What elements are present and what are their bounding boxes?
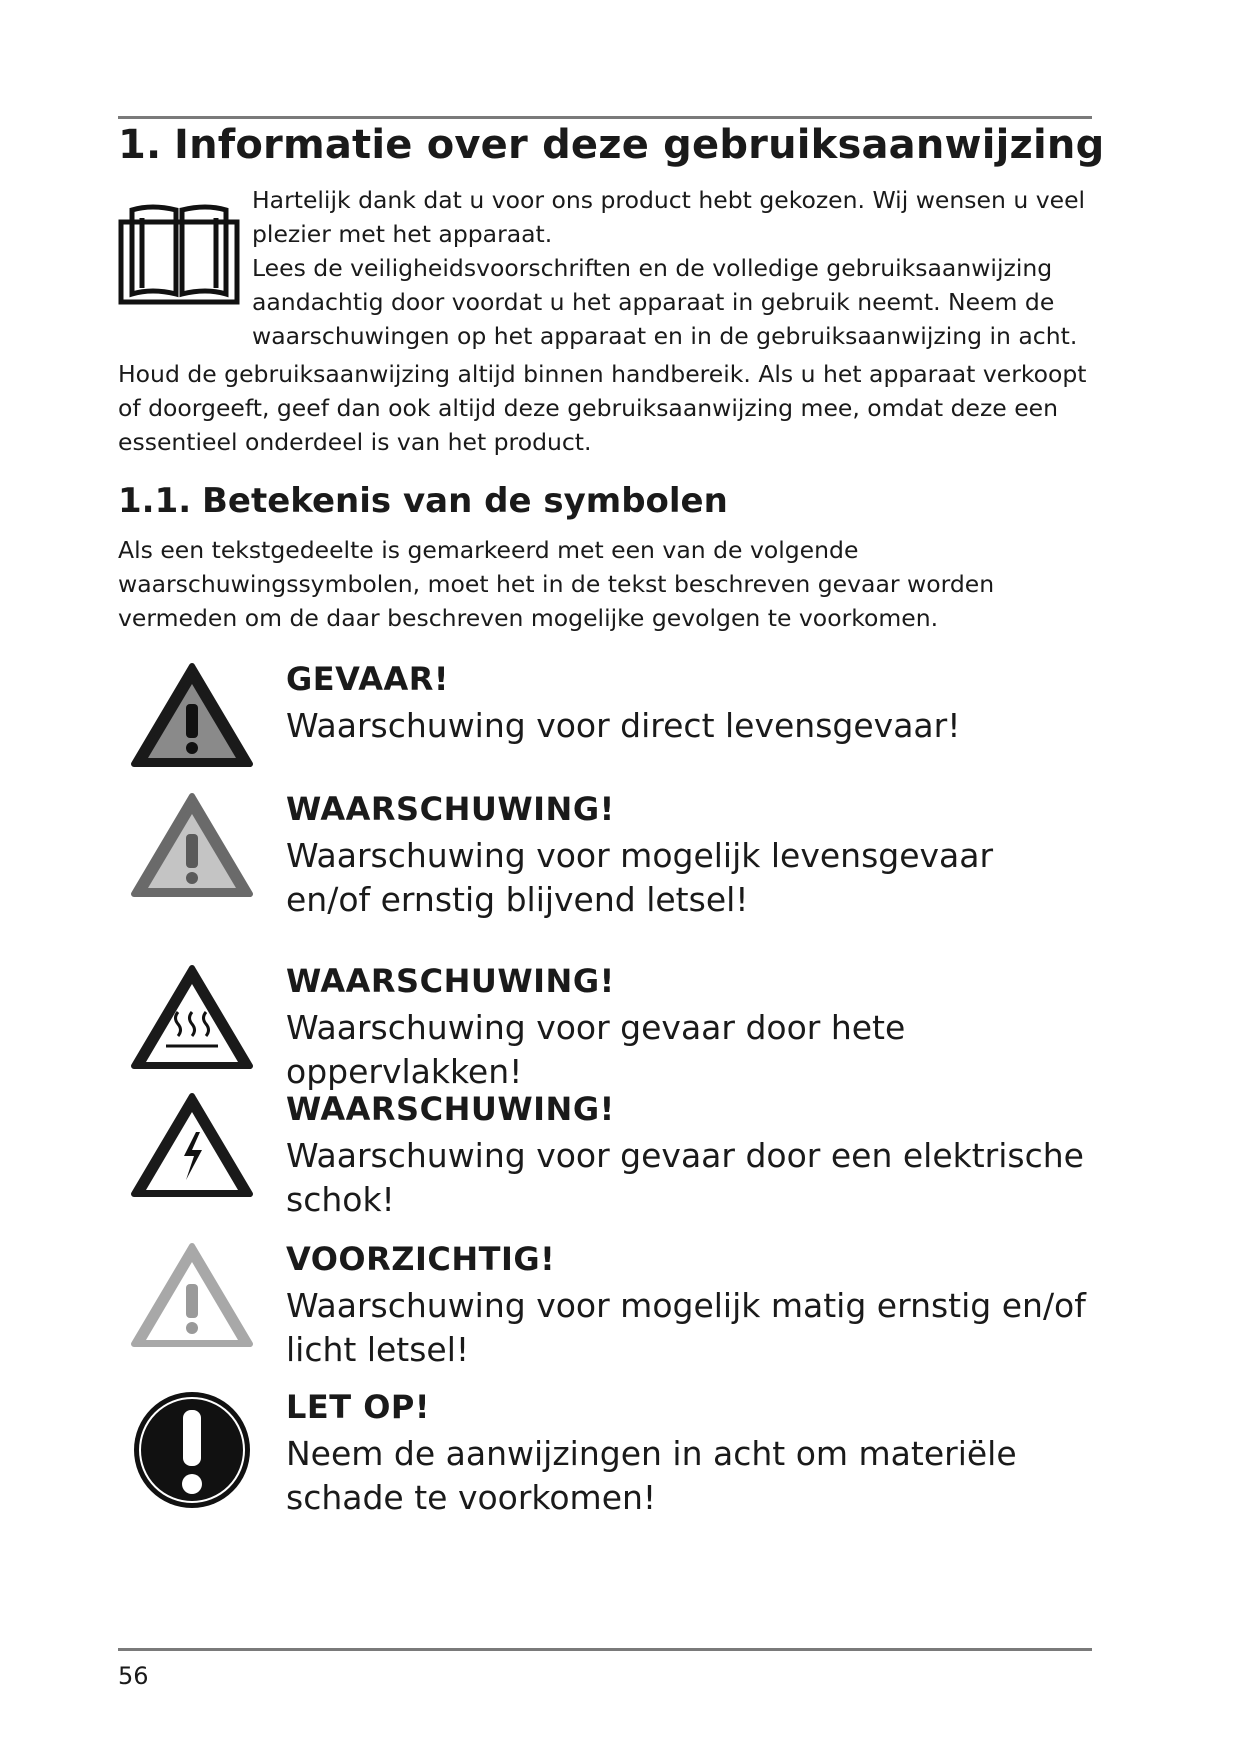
warning-item-danger [130, 660, 1090, 810]
caution-triangle-icon [130, 1240, 254, 1350]
warning-text: Waarschuwing voor gevaar door hete oppervlakken! [286, 1008, 906, 1091]
warning-text: Waarschuwing voor gevaar door een elektrische schok! [286, 1136, 1084, 1219]
warning-triangle-icon [130, 790, 254, 900]
warning-text: Waarschuwing voor mogelijk levensgevaar en/of ernstig blijvend letsel! [286, 836, 994, 919]
warning-text: Neem de aanwijzingen in acht om materiële schade te voorkomen! [286, 1434, 1017, 1517]
section-title: Informatie over deze gebruiksaanwijzing [174, 122, 1105, 168]
paragraph-keep-manual: Houd de gebruiksaanwijzing altijd binnen handbereik. Als u het apparaat verkoopt of doorgeeft, geef dan ook altijd deze gebruiksaanwijzing mee, omdat deze een essentieel onderdeel is van het product. [118, 360, 1087, 456]
intro-line-2: Lees de veiligheidsvoorschriften en de volledige gebruiksaanwijzing aandachtig door voordat u het apparaat in gebruik neemt. Neem de waarschuwingen op het apparaat en in de gebruiksaanwijzing in acht. [252, 254, 1078, 350]
warning-title: LET OP! [286, 1388, 430, 1426]
section-number: 1. [118, 122, 162, 168]
subsection-number: 1.1. [118, 481, 192, 521]
intro-line-1: Hartelijk dank dat u voor ons product hebt gekozen. Wij wensen u veel plezier met het apparaat. [252, 186, 1086, 248]
section-heading [118, 122, 1104, 168]
warning-text: Waarschuwing voor direct levensgevaar! [286, 706, 961, 745]
intro-text [118, 183, 1092, 353]
warning-item-notice [130, 1388, 1090, 1538]
bottom-rule [118, 1648, 1092, 1651]
subsection-heading [118, 481, 728, 521]
symbols-intro-text: Als een tekstgedeelte is gemarkeerd met een van de volgende waarschuwingssymbolen, moet het in de tekst beschreven gevaar worden vermeden om de daar beschreven mogelijke gevolgen te voorkomen. [118, 536, 995, 632]
warning-title: GEVAAR! [286, 660, 449, 698]
warning-title: WAARSCHUWING! [286, 1090, 615, 1128]
hot-surface-icon [130, 962, 254, 1072]
warning-title: WAARSCHUWING! [286, 962, 615, 1000]
page-number: 56 [118, 1662, 149, 1690]
warning-item-caution [130, 1240, 1090, 1390]
warning-title: VOORZICHTIG! [286, 1240, 556, 1278]
warning-item-electric [130, 1090, 1090, 1240]
top-rule [118, 116, 1092, 119]
electric-shock-icon [130, 1090, 254, 1200]
subsection-title: Betekenis van de symbolen [202, 481, 728, 521]
warning-title: WAARSCHUWING! [286, 790, 615, 828]
notice-circle-icon [130, 1388, 254, 1512]
warning-item-general [130, 790, 1090, 940]
danger-triangle-icon [130, 660, 254, 770]
warning-text: Waarschuwing voor mogelijk matig ernstig en/of licht letsel! [286, 1286, 1086, 1369]
